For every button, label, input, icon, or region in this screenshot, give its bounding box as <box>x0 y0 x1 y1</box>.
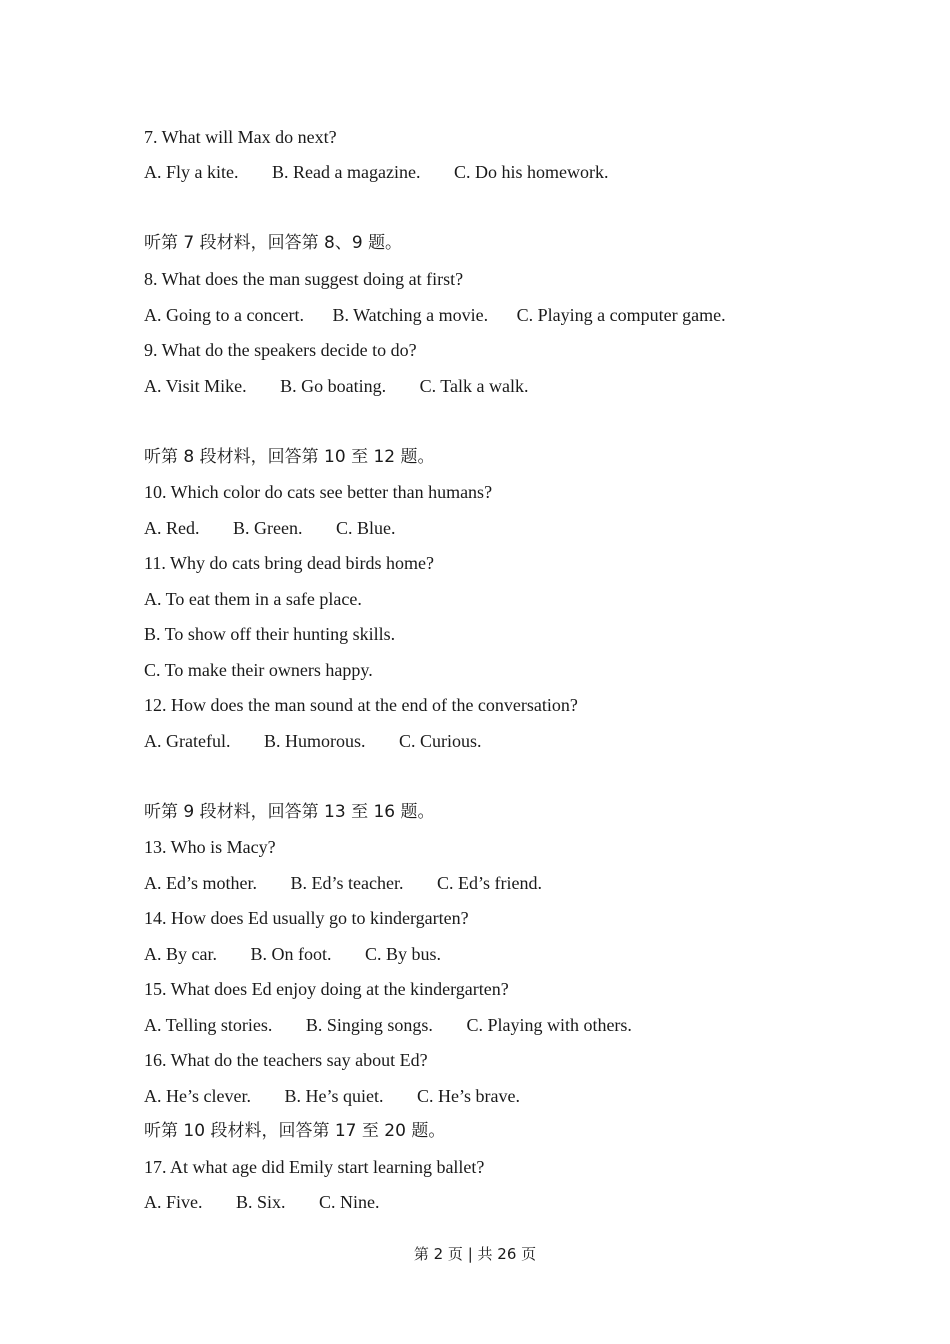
q8-option-b: B. Watching a movie. <box>332 305 489 325</box>
question-12: 12. How does the man sound at the end of the conversation? <box>144 695 578 715</box>
question-17: 17. At what age did Emily start learning ballet? <box>144 1157 485 1177</box>
q12-option-c: C. Curious. <box>398 731 482 751</box>
q7-option-b: B. Read a magazine. <box>272 162 421 182</box>
question-16: 16. What do the teachers say about Ed? <box>144 1050 428 1070</box>
question-16-options <box>144 1085 520 1107</box>
section-9-heading: 听第 9 段材料，回答第 13 至 16 题。 <box>144 802 435 822</box>
q15-option-c: C. Playing with others. <box>466 1015 632 1035</box>
question-11: 11. Why do cats bring dead birds home? <box>144 553 434 573</box>
q11-option-a: A. To eat them in a safe place. <box>144 589 362 609</box>
question-12-options <box>144 730 482 752</box>
question-13: 13. Who is Macy? <box>144 837 276 857</box>
q13-option-a: A. Ed’s mother. <box>144 873 257 893</box>
question-14-options <box>144 943 441 965</box>
q9-option-b: B. Go boating. <box>280 376 387 396</box>
q16-option-a: A. He’s clever. <box>144 1086 251 1106</box>
question-14: 14. How does Ed usually go to kindergarten? <box>144 908 469 928</box>
q9-option-a: A. Visit Mike. <box>144 376 247 396</box>
q10-option-b: B. Green. <box>233 518 303 538</box>
q17-option-c: C. Nine. <box>319 1192 380 1212</box>
question-10: 10. Which color do cats see better than humans? <box>144 482 493 502</box>
question-15-options <box>144 1014 632 1036</box>
question-15: 15. What does Ed enjoy doing at the kindergarten? <box>144 979 509 999</box>
q7-option-c: C. Do his homework. <box>453 162 609 182</box>
q8-option-c: C. Playing a computer game. <box>516 305 726 325</box>
question-7: 7. What will Max do next? <box>144 127 337 147</box>
q14-option-c: C. By bus. <box>364 944 442 964</box>
section-8-heading: 听第 8 段材料，回答第 10 至 12 题。 <box>144 447 435 467</box>
question-8: 8. What does the man suggest doing at first? <box>144 269 464 289</box>
q16-option-c: C. He’s brave. <box>416 1086 520 1106</box>
question-13-options <box>144 872 542 894</box>
q15-option-b: B. Singing songs. <box>305 1015 433 1035</box>
page-number-footer: 第 2 页 | 共 26 页 <box>413 1245 537 1263</box>
q8-option-a: A. Going to a concert. <box>144 305 304 325</box>
q12-option-b: B. Humorous. <box>263 731 366 751</box>
q10-option-a: A. Red. <box>144 518 200 538</box>
q7-option-a: A. Fly a kite. <box>144 162 239 182</box>
q15-option-a: A. Telling stories. <box>144 1015 273 1035</box>
q9-option-c: C. Talk a walk. <box>419 376 529 396</box>
question-9: 9. What do the speakers decide to do? <box>144 340 417 360</box>
q17-option-a: A. Five. <box>144 1192 203 1212</box>
q11-option-b: B. To show off their hunting skills. <box>144 624 396 644</box>
question-9-options <box>144 375 529 397</box>
q12-option-a: A. Grateful. <box>144 731 231 751</box>
section-10-heading: 听第 10 段材料，回答第 17 至 20 题。 <box>144 1121 446 1141</box>
q10-option-c: C. Blue. <box>335 518 396 538</box>
question-7-options <box>144 161 608 183</box>
q11-option-c: C. To make their owners happy. <box>144 660 373 680</box>
q13-option-b: B. Ed’s teacher. <box>290 873 404 893</box>
q13-option-c: C. Ed’s friend. <box>436 873 542 893</box>
q17-option-b: B. Six. <box>236 1192 286 1212</box>
question-17-options <box>144 1191 380 1213</box>
section-7-heading: 听第 7 段材料，回答第 8、9 题。 <box>144 233 403 253</box>
question-8-options <box>144 304 726 326</box>
q14-option-a: A. By car. <box>144 944 217 964</box>
q16-option-b: B. He’s quiet. <box>284 1086 384 1106</box>
q14-option-b: B. On foot. <box>250 944 332 964</box>
question-10-options <box>144 517 396 539</box>
